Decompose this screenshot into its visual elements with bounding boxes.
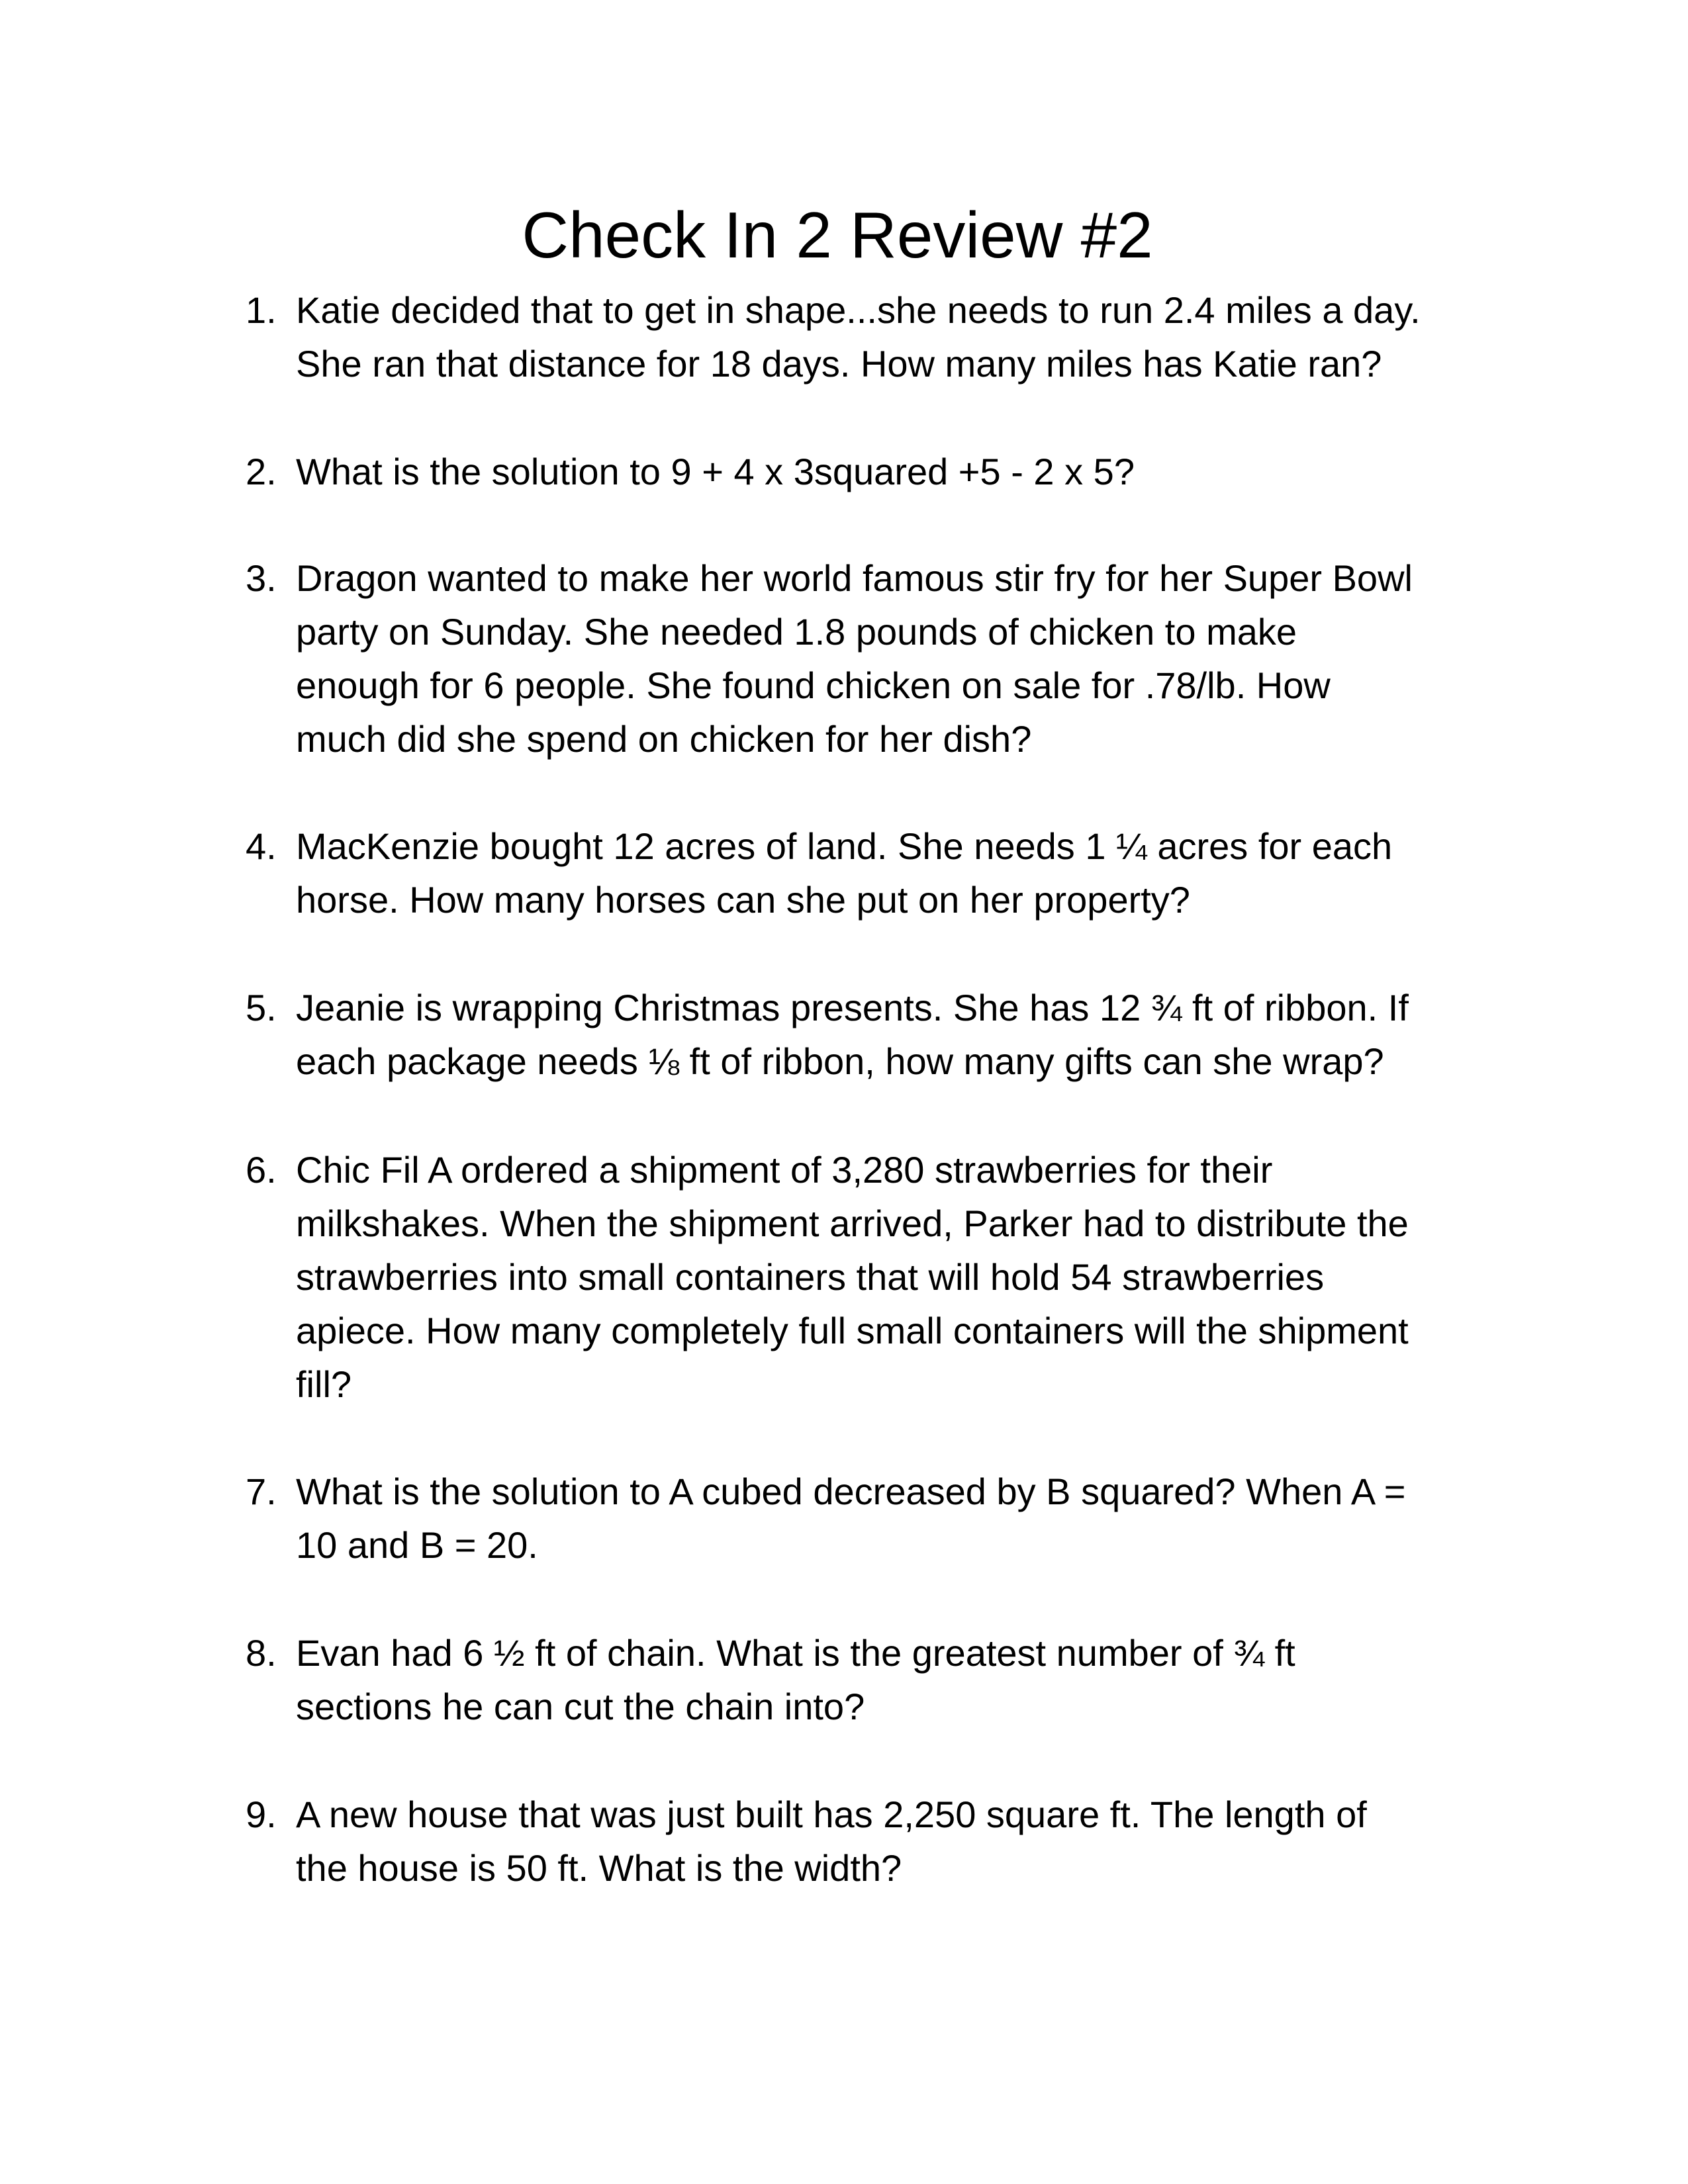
- question-text: [296, 1626, 1487, 1733]
- question-text: [296, 283, 1487, 390]
- question-line: horse. How many horses can she put on her property?: [296, 879, 1190, 921]
- question-text: [296, 1788, 1487, 1895]
- question-line: MacKenzie bought 12 acres of land. She needs 1 ¼ acres for each: [296, 825, 1393, 867]
- question-line: fill?: [296, 1363, 352, 1405]
- question-number: 7.: [246, 1471, 277, 1512]
- question-line: strawberries into small containers that will hold 54 strawberries: [296, 1256, 1325, 1298]
- question-line: She ran that distance for 18 days. How many miles has Katie ran?: [296, 343, 1382, 385]
- question-line: What is the solution to 9 + 4 x 3squared +5 - 2 x 5?: [296, 451, 1135, 492]
- question-line: sections he can cut the chain into?: [296, 1686, 865, 1727]
- question-line: 10 and B = 20.: [296, 1524, 538, 1566]
- question-line: much did she spend on chicken for her dish?: [296, 718, 1032, 760]
- question-number: 4.: [246, 825, 277, 867]
- question-line: apiece. How many completely full small containers will the shipment: [296, 1310, 1409, 1351]
- question-text: [296, 1143, 1487, 1411]
- question-line: Dragon wanted to make her world famous stir fry for her Super Bowl: [296, 557, 1413, 599]
- question-line: Jeanie is wrapping Christmas presents. She has 12 ¾ ft of ribbon. If: [296, 987, 1409, 1028]
- question-number: 2.: [246, 451, 277, 492]
- question-line: Chic Fil A ordered a shipment of 3,280 strawberries for their: [296, 1149, 1273, 1191]
- question-line: milkshakes. When the shipment arrived, Parker had to distribute the: [296, 1203, 1409, 1244]
- question-line: the house is 50 ft. What is the width?: [296, 1847, 902, 1889]
- question-line: Katie decided that to get in shape...she needs to run 2.4 miles a day.: [296, 289, 1421, 331]
- question-text: [296, 981, 1487, 1088]
- question-number: 8.: [246, 1632, 277, 1674]
- question-number: 9.: [246, 1794, 277, 1835]
- question-line: enough for 6 people. She found chicken on sale for .78/lb. How: [296, 664, 1331, 706]
- question-number: 3.: [246, 557, 277, 599]
- page-title: Check In 2 Review #2: [522, 199, 1153, 271]
- question-number: 5.: [246, 987, 277, 1028]
- question-line: each package needs ⅛ ft of ribbon, how many gifts can she wrap?: [296, 1040, 1384, 1082]
- question-text: [296, 445, 1487, 498]
- question-text: [296, 819, 1487, 927]
- question-number: 6.: [246, 1149, 277, 1191]
- question-line: Evan had 6 ½ ft of chain. What is the greatest number of ¾ ft: [296, 1632, 1295, 1674]
- question-text: [296, 551, 1487, 766]
- question-number: 1.: [246, 289, 277, 331]
- question-line: What is the solution to A cubed decreased by B squared? When A =: [296, 1471, 1406, 1512]
- question-line: A new house that was just built has 2,250 square ft. The length of: [296, 1794, 1367, 1835]
- question-text: [296, 1465, 1487, 1572]
- question-line: party on Sunday. She needed 1.8 pounds of chicken to make: [296, 611, 1297, 653]
